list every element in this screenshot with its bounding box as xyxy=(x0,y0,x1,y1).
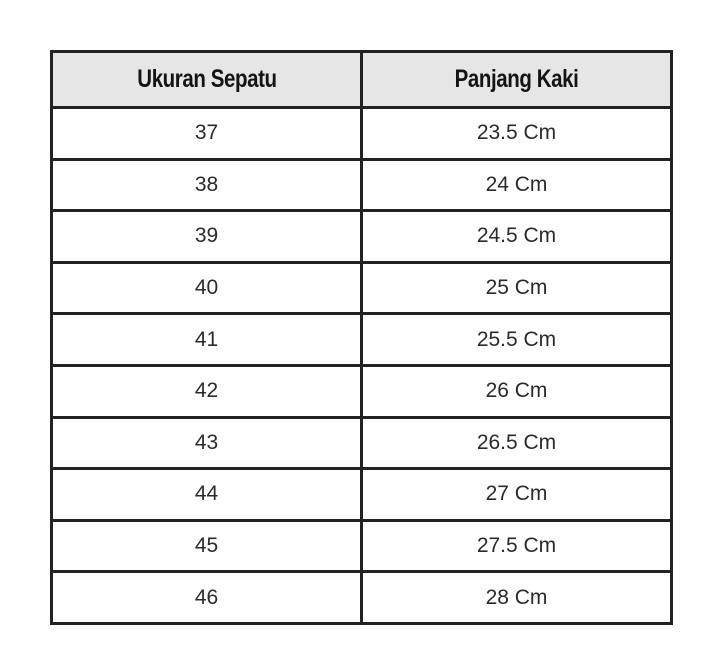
shoe-size-cell: 38 xyxy=(52,159,362,211)
table-header-row xyxy=(52,52,672,108)
header-foot-length xyxy=(362,52,672,108)
header-shoe-size-label: Ukuran Sepatu xyxy=(136,65,277,93)
table-row xyxy=(52,417,672,469)
foot-length-cell: 23.5 Cm xyxy=(362,108,672,160)
shoe-size-cell: 43 xyxy=(52,417,362,469)
foot-length-cell: 25.5 Cm xyxy=(362,314,672,366)
header-shoe-size xyxy=(52,52,362,108)
table-row xyxy=(52,108,672,160)
foot-length-cell: 24.5 Cm xyxy=(362,211,672,263)
header-foot-length-label: Panjang Kaki xyxy=(454,65,579,93)
table-row xyxy=(52,469,672,521)
table-row xyxy=(52,211,672,263)
shoe-size-cell: 42 xyxy=(52,365,362,417)
foot-length-cell: 24 Cm xyxy=(362,159,672,211)
table-row xyxy=(52,262,672,314)
foot-length-cell: 27 Cm xyxy=(362,469,672,521)
table-row xyxy=(52,572,672,624)
foot-length-cell: 28 Cm xyxy=(362,572,672,624)
foot-length-cell: 26.5 Cm xyxy=(362,417,672,469)
shoe-size-cell: 46 xyxy=(52,572,362,624)
table-row xyxy=(52,159,672,211)
shoe-size-cell: 40 xyxy=(52,262,362,314)
table-row xyxy=(52,314,672,366)
shoe-size-cell: 41 xyxy=(52,314,362,366)
shoe-size-table xyxy=(50,50,673,625)
foot-length-cell: 27.5 Cm xyxy=(362,520,672,572)
shoe-size-cell: 44 xyxy=(52,469,362,521)
foot-length-cell: 25 Cm xyxy=(362,262,672,314)
foot-length-cell: 26 Cm xyxy=(362,365,672,417)
table-row xyxy=(52,365,672,417)
shoe-size-cell: 37 xyxy=(52,108,362,160)
table-row xyxy=(52,520,672,572)
shoe-size-cell: 39 xyxy=(52,211,362,263)
shoe-size-cell: 45 xyxy=(52,520,362,572)
